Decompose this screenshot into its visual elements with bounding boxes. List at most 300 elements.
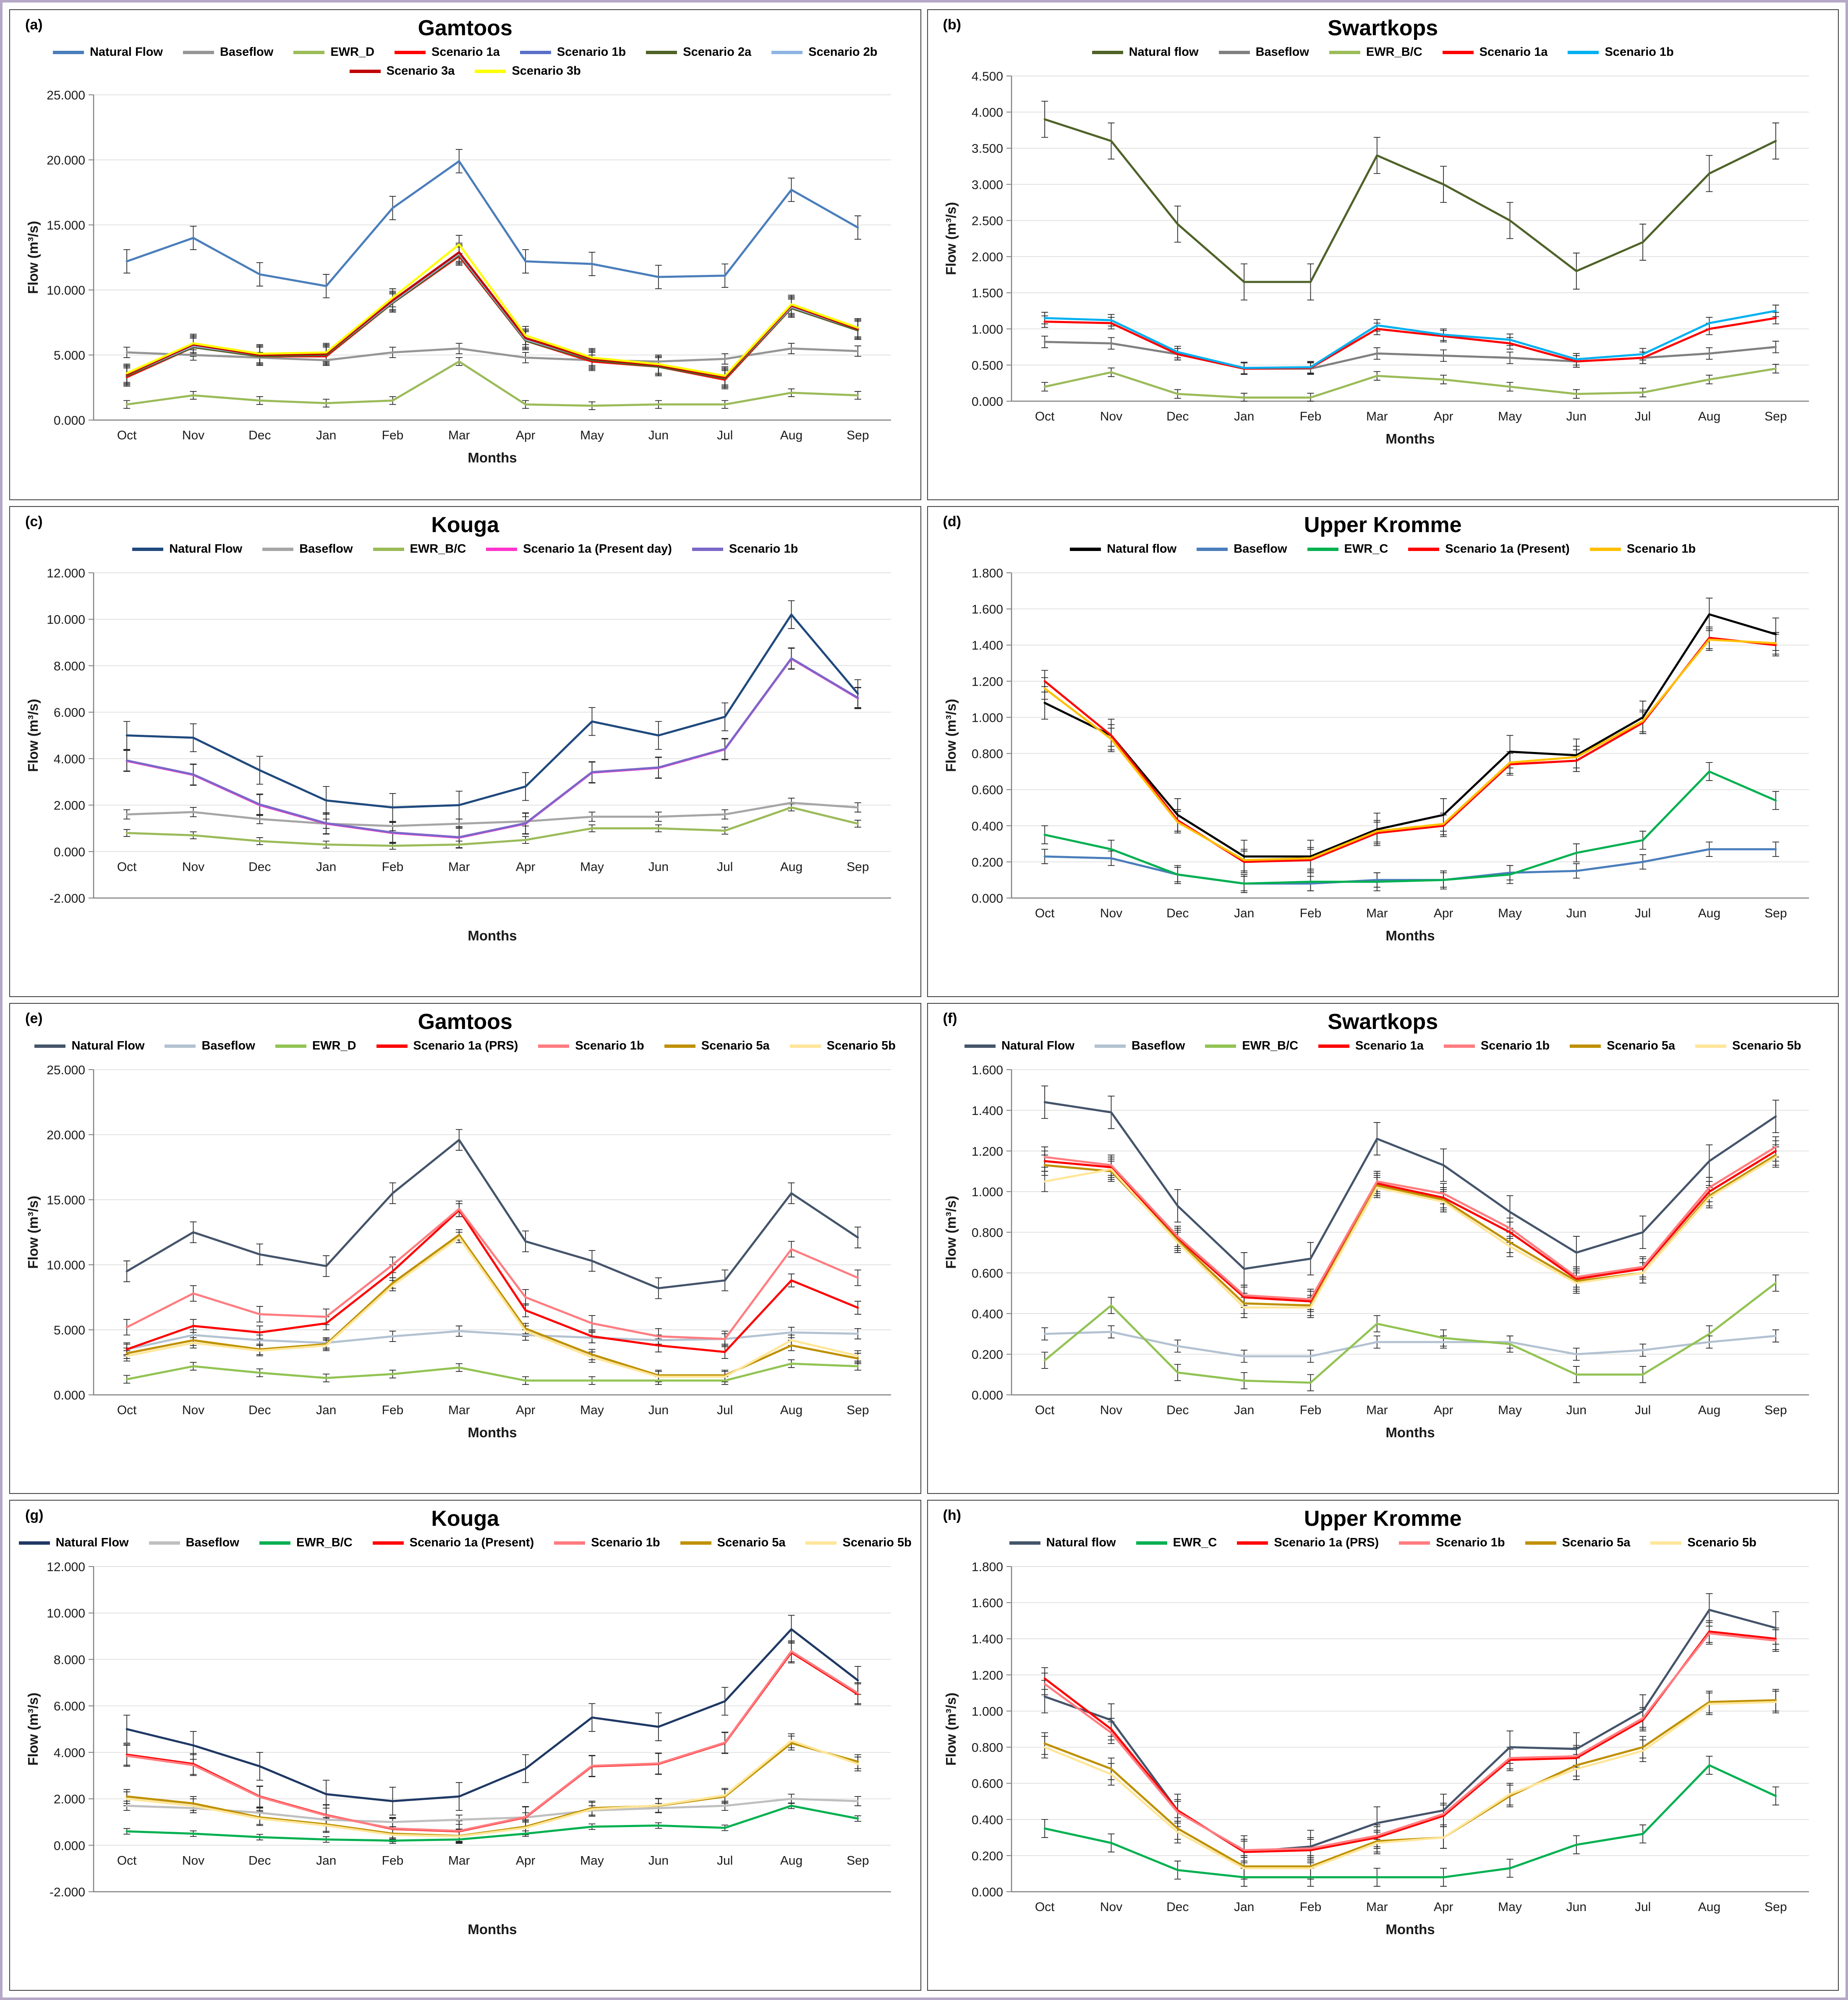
svg-text:1.000: 1.000: [971, 322, 1003, 337]
svg-text:Oct: Oct: [117, 428, 137, 442]
chart-plot: [20, 1057, 910, 1443]
legend-item: [376, 1039, 518, 1053]
svg-text:3.500: 3.500: [971, 142, 1003, 156]
legend-line-swatch: [293, 51, 324, 54]
chart-plot: [938, 1057, 1828, 1443]
svg-text:Sep: Sep: [847, 428, 869, 442]
legend-line-swatch: [1307, 548, 1338, 551]
svg-text:2.500: 2.500: [971, 214, 1003, 228]
svg-text:Dec: Dec: [1166, 1900, 1189, 1914]
legend-item: [350, 64, 455, 78]
chart-title: Gamtoos: [418, 16, 512, 40]
legend-label: Natural flow: [1046, 1536, 1116, 1549]
svg-text:0.000: 0.000: [971, 1389, 1003, 1402]
svg-text:Feb: Feb: [382, 1854, 404, 1868]
svg-text:Flow (m³/s): Flow (m³/s): [25, 699, 41, 772]
svg-text:12.000: 12.000: [47, 1560, 86, 1574]
legend-line-swatch: [790, 1044, 821, 1048]
legend-label: Scenario 1b: [1626, 542, 1696, 556]
legend-item: [805, 1536, 911, 1550]
legend-label: EWR_C: [1344, 542, 1388, 556]
svg-text:Nov: Nov: [1100, 410, 1122, 423]
legend-item: [1237, 1536, 1379, 1550]
svg-text:1.800: 1.800: [971, 1560, 1003, 1574]
svg-text:Jul: Jul: [1634, 906, 1651, 920]
legend-line-swatch: [1136, 1541, 1167, 1545]
svg-text:May: May: [580, 1403, 604, 1417]
svg-text:Nov: Nov: [182, 1854, 205, 1868]
svg-text:Oct: Oct: [1035, 410, 1055, 423]
legend-label: Natural Flow: [71, 1039, 145, 1052]
legend-line-swatch: [680, 1541, 711, 1545]
svg-text:May: May: [1498, 410, 1522, 423]
svg-text:Nov: Nov: [182, 428, 205, 442]
chart-title: Upper Kromme: [1304, 1507, 1462, 1531]
chart-plot: [20, 1554, 910, 1940]
svg-text:Jan: Jan: [1234, 1403, 1255, 1417]
legend-item: [1408, 542, 1570, 556]
legend-item: [262, 542, 353, 556]
panel-header: [17, 14, 914, 42]
legend-label: EWR_C: [1173, 1536, 1217, 1549]
svg-text:Mar: Mar: [1366, 1403, 1388, 1417]
legend-label: Scenario 3a: [386, 64, 455, 78]
legend-item: [1590, 542, 1696, 556]
legend-item: [771, 45, 877, 59]
legend-line-swatch: [1009, 1541, 1040, 1545]
legend-item: [1136, 1536, 1217, 1550]
legend-label: Scenario 2b: [808, 45, 878, 59]
svg-text:Jun: Jun: [648, 1854, 669, 1868]
svg-text:0.000: 0.000: [54, 1839, 86, 1853]
legend-item: [53, 45, 163, 59]
legend-item: [1329, 45, 1422, 59]
chart-plot: [938, 63, 1828, 449]
legend-label: EWR_B/C: [410, 542, 466, 556]
chart-legend: [935, 1533, 1832, 1551]
chart-plot: [20, 560, 910, 946]
svg-text:Sep: Sep: [1764, 410, 1787, 423]
legend-label: Natural Flow: [1001, 1039, 1074, 1052]
legend-line-swatch: [350, 70, 381, 73]
legend-line-swatch: [1329, 51, 1360, 54]
svg-text:10.000: 10.000: [47, 613, 86, 627]
panel-header: [17, 511, 914, 539]
legend-label: Scenario 1a: [1355, 1039, 1424, 1052]
svg-text:3.000: 3.000: [971, 178, 1003, 192]
legend-label: Scenario 5b: [1687, 1536, 1757, 1549]
svg-text:May: May: [580, 860, 604, 874]
svg-text:Mar: Mar: [448, 1403, 470, 1417]
svg-text:Flow (m³/s): Flow (m³/s): [25, 1196, 41, 1269]
svg-text:2.000: 2.000: [54, 1792, 86, 1807]
svg-text:May: May: [580, 1854, 604, 1868]
svg-text:Aug: Aug: [780, 860, 803, 874]
legend-item: [692, 542, 798, 556]
legend-label: EWR_D: [330, 45, 375, 59]
legend-line-swatch: [664, 1044, 695, 1048]
svg-text:10.000: 10.000: [47, 1606, 86, 1621]
legend-line-swatch: [376, 1044, 408, 1048]
chart-plot: [938, 1554, 1828, 1940]
legend-line-swatch: [692, 548, 723, 551]
legend-label: Natural Flow: [169, 542, 243, 556]
chart-legend: [17, 1036, 914, 1055]
legend-label: Scenario 3b: [512, 64, 581, 78]
svg-text:0.800: 0.800: [971, 1741, 1003, 1755]
svg-text:5.000: 5.000: [54, 1324, 86, 1337]
svg-text:Mar: Mar: [1366, 410, 1388, 423]
panel-letter: (f): [943, 1010, 957, 1026]
svg-text:Jan: Jan: [316, 428, 337, 442]
legend-line-swatch: [373, 1541, 404, 1545]
legend-item: [373, 542, 466, 556]
chart-legend: [17, 539, 914, 558]
svg-text:Mar: Mar: [448, 1854, 470, 1868]
chart-panel-g: [9, 1500, 921, 1991]
legend-label: Natural flow: [1107, 542, 1177, 556]
legend-label: Scenario 1a (PRS): [413, 1039, 518, 1052]
legend-label: Baseflow: [201, 1039, 255, 1052]
svg-text:May: May: [580, 428, 604, 442]
legend-item: [475, 64, 580, 78]
legend-item: [554, 1536, 660, 1550]
svg-text:May: May: [1498, 906, 1522, 920]
chart-panel-b: [927, 9, 1839, 500]
svg-text:Jul: Jul: [1634, 1403, 1651, 1417]
svg-text:Jul: Jul: [717, 428, 733, 442]
svg-text:Flow (m³/s): Flow (m³/s): [25, 1692, 41, 1766]
svg-text:Jun: Jun: [1566, 906, 1587, 920]
svg-text:0.000: 0.000: [971, 395, 1003, 409]
chart-plot: [938, 560, 1828, 946]
svg-text:Flow (m³/s): Flow (m³/s): [943, 202, 959, 275]
legend-line-swatch: [53, 51, 84, 54]
svg-text:20.000: 20.000: [47, 1128, 86, 1142]
legend-item: [1570, 1039, 1675, 1053]
svg-text:Feb: Feb: [1299, 1900, 1322, 1914]
svg-text:Months: Months: [1385, 1425, 1435, 1440]
legend-line-swatch: [262, 548, 293, 551]
svg-text:Months: Months: [1385, 431, 1435, 446]
chart-grid: [9, 9, 1839, 1991]
legend-label: Scenario 1b: [1436, 1536, 1505, 1549]
svg-text:Nov: Nov: [182, 860, 205, 874]
legend-label: Scenario 5a: [1607, 1039, 1675, 1052]
svg-text:0.800: 0.800: [971, 747, 1003, 761]
svg-text:1.600: 1.600: [971, 1063, 1003, 1077]
svg-text:10.000: 10.000: [47, 284, 86, 298]
svg-text:Apr: Apr: [516, 1854, 536, 1868]
svg-text:Months: Months: [1385, 1922, 1435, 1937]
svg-text:Jun: Jun: [1566, 1900, 1587, 1914]
legend-label: Scenario 1a (Present): [409, 1536, 534, 1549]
svg-text:Oct: Oct: [1035, 1403, 1055, 1417]
svg-text:5.000: 5.000: [54, 349, 86, 363]
svg-text:Sep: Sep: [847, 860, 869, 874]
svg-text:0.400: 0.400: [971, 1307, 1003, 1321]
legend-item: [680, 1536, 786, 1550]
legend-line-swatch: [520, 51, 551, 54]
legend-label: Scenario 2a: [683, 45, 752, 59]
legend-label: Scenario 5b: [1732, 1039, 1801, 1052]
legend-line-swatch: [1318, 1044, 1349, 1048]
chart-legend: [17, 42, 914, 80]
svg-text:0.500: 0.500: [971, 358, 1003, 373]
legend-line-swatch: [1443, 51, 1474, 54]
legend-label: Baseflow: [1234, 542, 1287, 556]
legend-line-swatch: [259, 1541, 290, 1545]
svg-text:Jul: Jul: [717, 1854, 733, 1868]
panel-header: [17, 1505, 914, 1533]
svg-text:Sep: Sep: [1764, 1900, 1787, 1914]
svg-text:Sep: Sep: [847, 1403, 869, 1417]
panel-header: [935, 511, 1832, 539]
legend-label: Scenario 1a: [1479, 45, 1548, 59]
svg-text:Apr: Apr: [516, 860, 536, 874]
svg-text:6.000: 6.000: [54, 1700, 86, 1714]
chart-panel-f: [927, 1003, 1839, 1494]
svg-text:Dec: Dec: [248, 428, 271, 442]
svg-text:Dec: Dec: [1166, 410, 1189, 423]
legend-line-swatch: [1095, 1044, 1126, 1048]
svg-text:25.000: 25.000: [47, 1063, 86, 1077]
svg-text:12.000: 12.000: [47, 567, 86, 580]
svg-text:0.400: 0.400: [971, 1813, 1003, 1827]
panel-header: [17, 1008, 914, 1036]
svg-text:Aug: Aug: [780, 1854, 803, 1868]
svg-text:0.000: 0.000: [54, 1389, 86, 1402]
svg-text:15.000: 15.000: [47, 1193, 86, 1207]
svg-text:Jan: Jan: [316, 860, 337, 874]
svg-text:Jan: Jan: [316, 1854, 337, 1868]
legend-label: EWR_B/C: [1242, 1039, 1299, 1052]
legend-line-swatch: [538, 1044, 569, 1048]
chart-legend: [17, 1533, 914, 1551]
svg-text:Dec: Dec: [1166, 1403, 1189, 1417]
svg-text:-2.000: -2.000: [50, 892, 86, 906]
svg-text:Aug: Aug: [1698, 1900, 1720, 1914]
svg-text:2.000: 2.000: [971, 250, 1003, 264]
legend-item: [1399, 1536, 1505, 1550]
legend-label: Scenario 1b: [557, 45, 626, 59]
svg-text:1.500: 1.500: [971, 286, 1003, 300]
svg-text:1.000: 1.000: [971, 711, 1003, 725]
svg-text:0.000: 0.000: [971, 892, 1003, 906]
svg-text:Months: Months: [468, 928, 517, 943]
legend-label: Natural Flow: [55, 1536, 129, 1549]
legend-line-swatch: [373, 548, 404, 551]
legend-line-swatch: [19, 1541, 50, 1545]
svg-text:1.000: 1.000: [971, 1185, 1003, 1199]
legend-line-swatch: [1237, 1541, 1268, 1545]
svg-text:1.400: 1.400: [971, 639, 1003, 653]
panel-letter: (h): [943, 1507, 961, 1523]
svg-text:May: May: [1498, 1403, 1522, 1417]
svg-text:0.000: 0.000: [54, 414, 86, 428]
legend-line-swatch: [554, 1541, 585, 1545]
svg-text:Months: Months: [468, 450, 517, 465]
legend-item: [165, 1039, 255, 1053]
svg-text:1.800: 1.800: [971, 567, 1003, 580]
svg-text:0.600: 0.600: [971, 783, 1003, 797]
legend-item: [395, 45, 500, 59]
legend-label: Baseflow: [1255, 45, 1309, 59]
chart-title: Kouga: [431, 1507, 499, 1531]
svg-text:Jan: Jan: [316, 1403, 337, 1417]
svg-text:0.200: 0.200: [971, 1348, 1003, 1362]
chart-title: Kouga: [431, 513, 499, 537]
legend-line-swatch: [183, 51, 214, 54]
legend-label: EWR_B/C: [296, 1536, 353, 1549]
legend-item: [1525, 1536, 1631, 1550]
svg-text:Jan: Jan: [1234, 906, 1255, 920]
legend-label: Scenario 5b: [842, 1536, 912, 1549]
svg-text:1.600: 1.600: [971, 1596, 1003, 1611]
svg-text:Apr: Apr: [1433, 1900, 1453, 1914]
legend-item: [1205, 1039, 1298, 1053]
svg-text:Feb: Feb: [382, 860, 404, 874]
svg-text:Oct: Oct: [117, 1403, 137, 1417]
svg-text:4.000: 4.000: [54, 752, 86, 766]
legend-line-swatch: [771, 51, 802, 54]
legend-item: [1650, 1536, 1756, 1550]
legend-line-swatch: [1525, 1541, 1556, 1545]
legend-item: [664, 1039, 770, 1053]
legend-line-swatch: [475, 70, 506, 73]
legend-item: [1444, 1039, 1550, 1053]
svg-text:Flow (m³/s): Flow (m³/s): [25, 221, 41, 294]
legend-label: Scenario 1b: [591, 1536, 660, 1549]
panel-header: [935, 14, 1832, 42]
svg-text:Nov: Nov: [1100, 1900, 1122, 1914]
svg-text:1.200: 1.200: [971, 1144, 1003, 1159]
svg-text:10.000: 10.000: [47, 1258, 86, 1272]
legend-line-swatch: [275, 1044, 306, 1048]
svg-text:Jul: Jul: [1634, 410, 1651, 423]
legend-item: [1070, 542, 1176, 556]
svg-text:Aug: Aug: [780, 1403, 803, 1417]
legend-label: EWR_B/C: [1366, 45, 1422, 59]
legend-label: Scenario 1b: [575, 1039, 644, 1052]
legend-line-swatch: [1590, 548, 1621, 551]
svg-text:Months: Months: [1385, 928, 1435, 943]
legend-label: Baseflow: [299, 542, 353, 556]
legend-item: [1219, 45, 1309, 59]
chart-panel-h: [927, 1500, 1839, 1991]
svg-text:Nov: Nov: [1100, 1403, 1122, 1417]
svg-text:Apr: Apr: [1433, 410, 1453, 423]
legend-line-swatch: [1695, 1044, 1726, 1048]
legend-label: Scenario 5b: [826, 1039, 896, 1052]
legend-label: Scenario 1b: [729, 542, 798, 556]
legend-line-swatch: [1070, 548, 1101, 551]
svg-text:Months: Months: [468, 1922, 517, 1937]
chart-plot: [20, 82, 910, 468]
legend-item: [132, 542, 242, 556]
svg-text:Apr: Apr: [1433, 906, 1453, 920]
legend-line-swatch: [395, 51, 426, 54]
svg-text:Apr: Apr: [516, 428, 536, 442]
svg-text:Jul: Jul: [717, 1403, 733, 1417]
legend-line-swatch: [1568, 51, 1599, 54]
svg-text:Jun: Jun: [1566, 410, 1587, 423]
legend-item: [1095, 1039, 1185, 1053]
chart-panel-c: [9, 506, 921, 997]
panel-letter: (d): [943, 514, 961, 530]
svg-text:1.200: 1.200: [971, 1668, 1003, 1683]
panel-header: [935, 1008, 1832, 1036]
legend-line-swatch: [1197, 548, 1228, 551]
svg-text:Mar: Mar: [1366, 906, 1388, 920]
svg-text:Aug: Aug: [1698, 1403, 1720, 1417]
svg-text:Apr: Apr: [1433, 1403, 1453, 1417]
svg-text:May: May: [1498, 1900, 1522, 1914]
chart-title: Gamtoos: [418, 1010, 512, 1034]
panel-letter: (g): [25, 1507, 44, 1523]
legend-label: EWR_D: [312, 1039, 356, 1052]
legend-item: [486, 542, 672, 556]
legend-line-swatch: [149, 1541, 180, 1545]
svg-text:Jan: Jan: [1234, 410, 1255, 423]
legend-item: [19, 1536, 129, 1550]
svg-text:Jun: Jun: [648, 860, 669, 874]
legend-label: Natural flow: [1129, 45, 1199, 59]
legend-line-swatch: [1399, 1541, 1430, 1545]
svg-text:Oct: Oct: [1035, 1900, 1055, 1914]
legend-line-swatch: [165, 1044, 196, 1048]
legend-item: [149, 1536, 239, 1550]
panel-letter: (c): [25, 514, 43, 530]
svg-text:Dec: Dec: [248, 1854, 271, 1868]
legend-label: Scenario 5a: [717, 1536, 786, 1549]
svg-text:-2.000: -2.000: [50, 1885, 86, 1899]
svg-text:Feb: Feb: [1299, 1403, 1322, 1417]
svg-text:Dec: Dec: [248, 1403, 271, 1417]
legend-item: [275, 1039, 356, 1053]
svg-text:Aug: Aug: [1698, 906, 1720, 920]
legend-item: [1009, 1536, 1116, 1550]
legend-item: [1307, 542, 1388, 556]
svg-text:Aug: Aug: [1698, 410, 1720, 423]
svg-text:0.200: 0.200: [971, 1849, 1003, 1863]
svg-text:Jan: Jan: [1234, 1900, 1255, 1914]
legend-line-swatch: [646, 51, 677, 54]
svg-text:Dec: Dec: [1166, 906, 1189, 920]
svg-text:Nov: Nov: [182, 1403, 205, 1417]
chart-legend: [935, 539, 1832, 558]
legend-line-swatch: [132, 548, 163, 551]
svg-text:4.500: 4.500: [971, 70, 1003, 84]
svg-text:Feb: Feb: [1299, 410, 1322, 423]
svg-text:Dec: Dec: [248, 860, 271, 874]
svg-text:20.000: 20.000: [47, 154, 86, 167]
svg-text:Jul: Jul: [1634, 1900, 1651, 1914]
legend-label: Scenario 1a (Present day): [523, 542, 672, 556]
svg-text:Months: Months: [468, 1425, 517, 1440]
panel-letter: (b): [943, 17, 961, 33]
panel-letter: (e): [25, 1010, 43, 1026]
svg-text:0.200: 0.200: [971, 855, 1003, 869]
legend-label: Scenario 1a (PRS): [1274, 1536, 1379, 1549]
svg-text:Feb: Feb: [382, 428, 404, 442]
svg-text:Feb: Feb: [382, 1403, 404, 1417]
legend-label: Scenario 5a: [1562, 1536, 1631, 1549]
legend-label: Scenario 1a: [431, 45, 500, 59]
svg-text:Mar: Mar: [448, 860, 470, 874]
legend-item: [1197, 542, 1287, 556]
chart-legend: [935, 42, 1832, 61]
